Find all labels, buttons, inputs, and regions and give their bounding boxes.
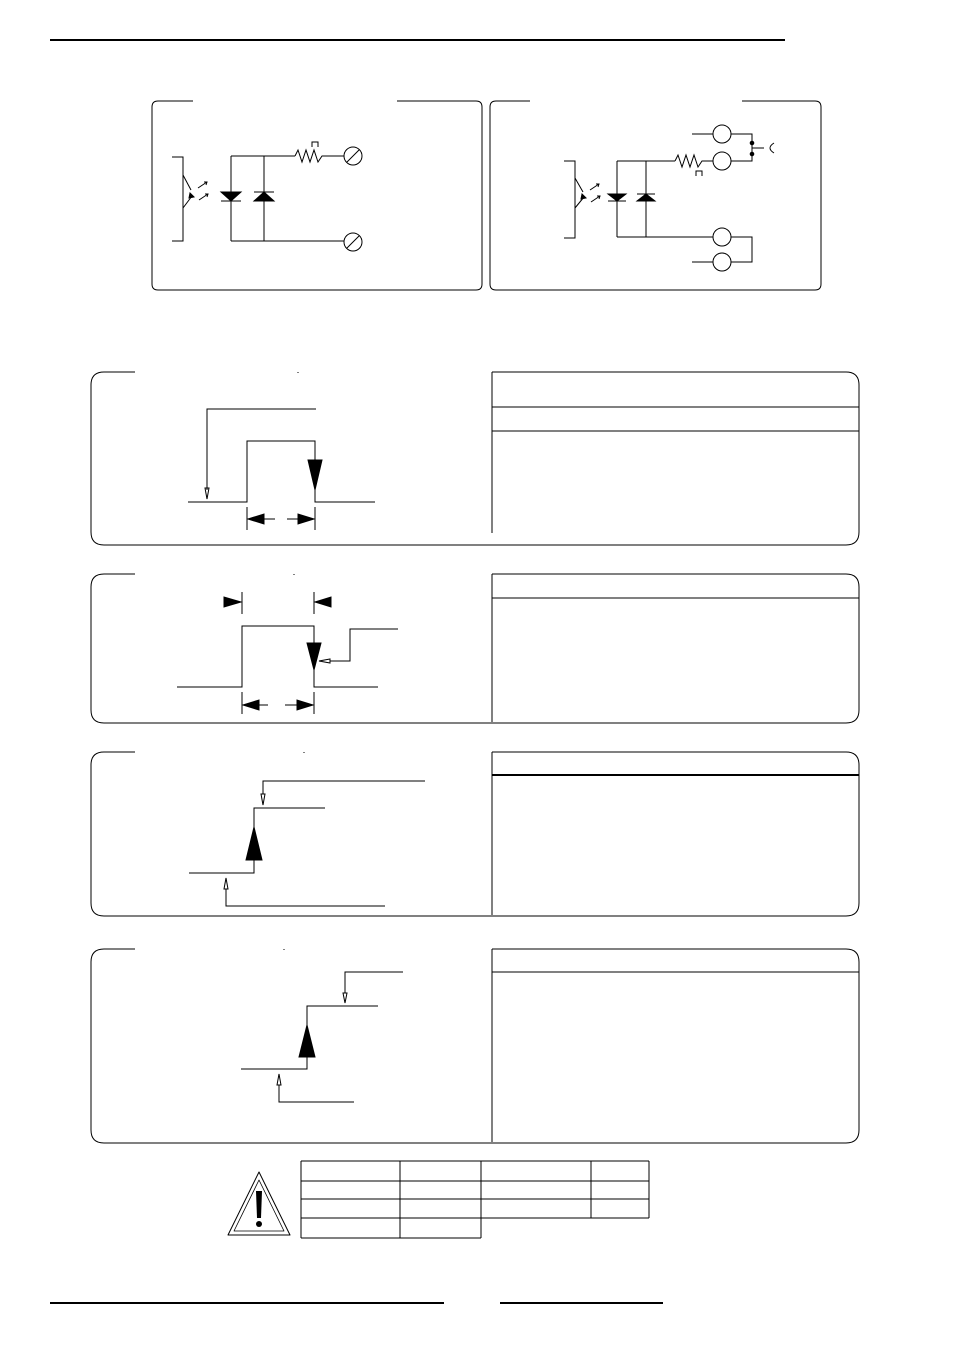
circuit-panel-right: [490, 101, 821, 290]
phototransistor-icon: [172, 157, 208, 241]
circuit-panel-left: [152, 101, 482, 290]
terminal-icon: [713, 253, 731, 271]
phototransistor-icon: [564, 161, 600, 238]
terminal-icon: [713, 152, 731, 170]
diode-icon: [254, 192, 274, 201]
panel-frame: [490, 101, 821, 290]
resistor-icon: [675, 155, 713, 167]
panel-frame: [91, 574, 859, 723]
timing-panel-1: [91, 372, 859, 545]
terminal-icon: [344, 147, 362, 165]
interval-dimension: [242, 692, 314, 714]
warning-triangle-icon: [228, 1172, 290, 1235]
diode-icon: [221, 192, 241, 201]
panel-frame: [91, 752, 859, 916]
panel-frame: [91, 949, 859, 1143]
waveform: [188, 409, 375, 502]
timing-panel-2: [91, 574, 859, 723]
waveform: [241, 972, 403, 1102]
panel-frame: [152, 101, 482, 290]
waveform: [189, 781, 425, 906]
diode-icon: [608, 194, 626, 201]
terminal-icon: [344, 233, 362, 251]
resistor-icon: [295, 150, 344, 162]
timing-panel-4: [91, 949, 859, 1143]
spec-table: [301, 1161, 649, 1238]
waveform: [177, 626, 398, 687]
diode-icon: [637, 194, 655, 201]
timing-panel-3: [91, 752, 859, 916]
width-markers: [224, 592, 331, 614]
panel-frame: [91, 372, 859, 545]
interval-dimension: [247, 507, 315, 530]
terminal-icon: [713, 228, 731, 246]
terminal-icon: [713, 125, 731, 143]
